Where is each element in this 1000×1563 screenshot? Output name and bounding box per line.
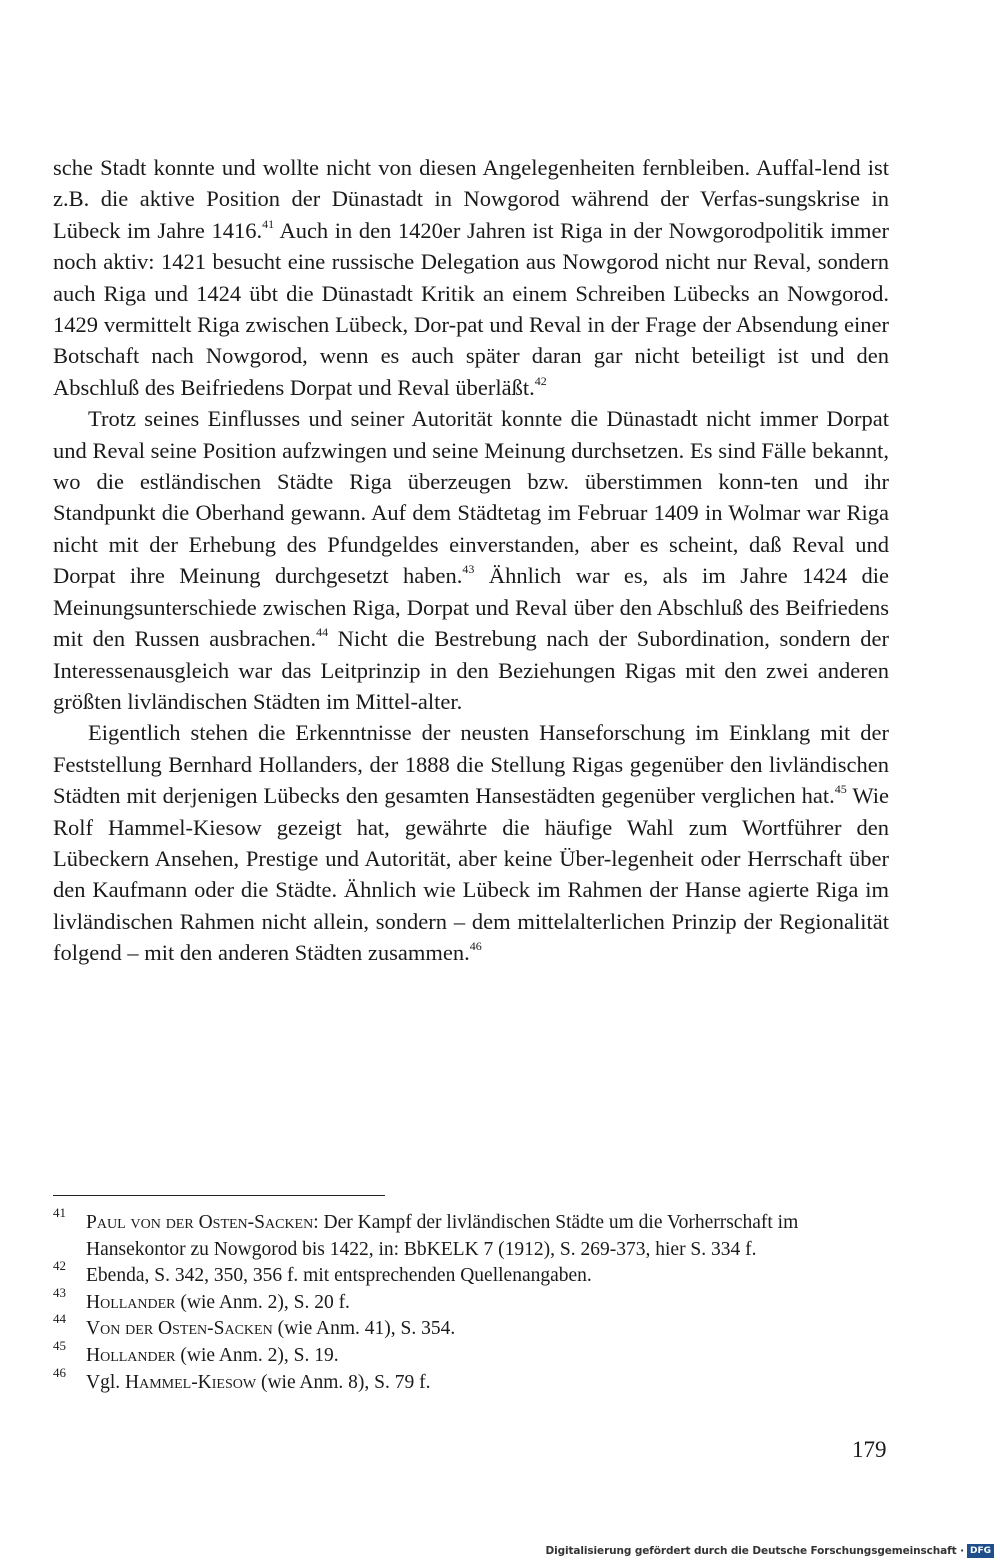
paragraph bbox=[53, 403, 889, 717]
footnote-text bbox=[53, 1263, 889, 1290]
author-name: Hollander bbox=[86, 1344, 176, 1366]
text-run: Ähnlich war es, als im Jahre 1424 die Meinungsunterschiede zwischen Riga, Dorpat und Reval über den Abschluß des Beifriedens mit den Russen ausbrachen. bbox=[53, 563, 889, 652]
footnote bbox=[53, 1205, 889, 1263]
text-run: (wie Anm. 41), S. 354. bbox=[272, 1318, 456, 1340]
body-text bbox=[53, 152, 889, 969]
text-run: sche Stadt konnte und wollte nicht von diesen Angelegenheiten fernbleiben. Auffal-lend ist z.B. die aktive Position der Dünastadt in Nowgorod während der Verfas-sungskrise in Lübeck im Jahre 1416. bbox=[53, 155, 889, 243]
footnotes bbox=[53, 1205, 889, 1396]
footnote-number: 46 bbox=[53, 1364, 66, 1380]
footnote-marker: 43 bbox=[462, 562, 475, 577]
dfg-logo: DFG bbox=[967, 1544, 994, 1558]
footnote bbox=[53, 1284, 889, 1317]
text-run: Ebenda, S. 342, 350, 356 f. mit entsprechenden Quellenangaben. bbox=[86, 1265, 592, 1287]
footnote-number: 42 bbox=[53, 1258, 66, 1274]
digitization-credit bbox=[545, 1543, 994, 1559]
footnote bbox=[53, 1364, 889, 1397]
paragraph bbox=[53, 152, 889, 403]
footnote-number: 44 bbox=[53, 1311, 66, 1327]
footnote-marker: 42 bbox=[534, 373, 547, 388]
text-run: (wie Anm. 2), S. 19. bbox=[175, 1344, 339, 1366]
footnote-text bbox=[53, 1343, 889, 1370]
footnote-number: 43 bbox=[53, 1284, 66, 1300]
footnote bbox=[53, 1311, 889, 1343]
author-name: Hollander bbox=[86, 1291, 176, 1313]
text-run: : Der Kampf der livländischen Städte um die Vorherrschaft im Hansekontor zu Nowgorod bis 1422, in: BbKELK 7 (1912), S. 269-373, hier S. 334 f. bbox=[86, 1212, 799, 1260]
footnote-marker: 45 bbox=[834, 782, 847, 797]
text-run: Auch in den 1420er Jahren ist Riga in der Nowgorodpolitik immer noch aktiv: 1421 besucht eine russische Delegation aus Nowgorod nicht nur Reval, sondern auch Riga und 1424 übt die Dünastadt Kritik an einem Schreiben Lübecks an Nowgorod. 1429 vermittelt Riga zwischen Lübeck, Dor-pat und Reval in der Frage der Absendung einer Botschaft nach Nowgorod, wenn es auch später daran gar nicht beteiligt ist und den Abschluß des Beifriedens Dorpat und Reval überläßt. bbox=[53, 217, 889, 400]
footnote bbox=[53, 1258, 889, 1290]
footnote-text bbox=[53, 1316, 889, 1343]
footnote bbox=[53, 1337, 889, 1370]
text-run: Wie Rolf Hammel-Kiesow gezeigt hat, gewährte die häufige Wahl zum Wortführer den Lübeckern Ansehen, Prestige und Autorität, aber keine Über-legenheit oder Herrschaft über den Kaufmann oder die Städte. Ähnlich wie Lübeck im Rahmen der Hanse agierte Riga im livländischen Rahmen nicht allein, sondern – dem mittelalterlichen Prinzip der Regionalität folgend – mit den anderen Städten zusammen. bbox=[53, 783, 890, 966]
text-run: Vgl. bbox=[86, 1371, 125, 1393]
text-run: Nicht die Bestrebung nach der Subordination, sondern der Interessenausgleich war das Leitprinzip in den Beziehungen Rigas mit den zwei anderen größten livländischen Städten im Mittel-alter. bbox=[53, 626, 889, 714]
page-number: 179 bbox=[852, 1437, 887, 1462]
text-run: (wie Anm. 8), S. 79 f. bbox=[256, 1371, 431, 1393]
footnote-marker: 46 bbox=[469, 939, 482, 954]
digitization-note: Digitalisierung gefördert durch die Deutsche Forschungsgemeinschaft · bbox=[545, 1545, 964, 1557]
footnote-text bbox=[53, 1290, 889, 1317]
footnote-marker: 44 bbox=[316, 625, 329, 640]
footnote-text bbox=[53, 1370, 889, 1397]
text-run: Eigentlich stehen die Erkenntnisse der neusten Hanseforschung im Einklang mit der Feststellung Bernhard Hollanders, der 1888 die Stellung Rigas gegenüber den livländischen Städten mit derjenigen Lübecks den gesamten Hansestädten gegenüber verglichen hat. bbox=[53, 720, 889, 809]
author-name: Von der Osten-Sacken bbox=[86, 1318, 273, 1340]
text-run: (wie Anm. 2), S. 20 f. bbox=[175, 1291, 350, 1313]
text-run: Trotz seines Einflusses und seiner Autorität konnte die Dünastadt nicht immer Dorpat und Reval seine Position aufzwingen und seine Meinung durchsetzen. Es sind Fälle bekannt, wo die estländischen Städte Riga überzeugen bzw. überstimmen konn-ten und ihr Standpunkt die Oberhand gewann. Auf dem Städtetag im Februar 1409 in Wolmar war Riga nicht mit der Erhebung des Pfundgeldes einverstanden, aber es scheint, daß Reval und Dorpat ihre Meinung durchgesetzt haben. bbox=[53, 406, 889, 589]
footnote-separator bbox=[53, 1195, 385, 1196]
author-name: Hammel-Kiesow bbox=[125, 1371, 257, 1393]
author-name: Paul von der Osten-Sacken bbox=[86, 1212, 314, 1233]
footnote-marker: 41 bbox=[262, 216, 275, 231]
footnote-text bbox=[53, 1210, 889, 1263]
paragraph bbox=[53, 717, 889, 968]
footnote-number: 41 bbox=[53, 1205, 66, 1220]
footnote-number: 45 bbox=[53, 1337, 66, 1353]
